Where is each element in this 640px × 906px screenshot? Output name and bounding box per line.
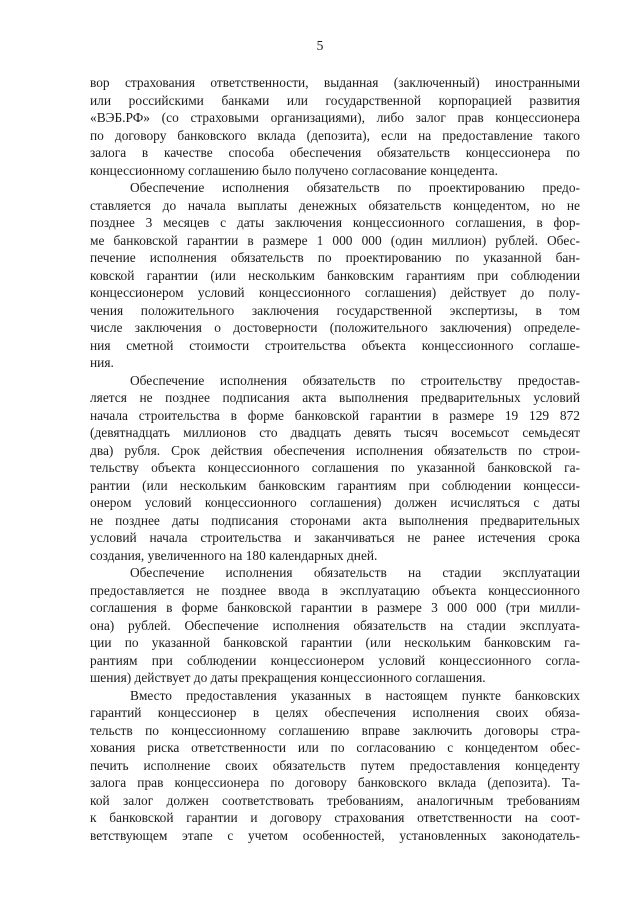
- paragraph: [90, 372, 580, 565]
- text-line: к банковской гарантии и договору страхования ответственности на соот-: [90, 810, 580, 825]
- text-line: или российскими банками или государственной корпорацией развития: [90, 92, 580, 108]
- text-line: рантиям при соблюдении концессионером условий концессионного согла-: [90, 652, 580, 668]
- text-line: «ВЭБ.РФ» (со страховыми организациями), либо залог прав концессионера: [90, 110, 580, 125]
- text-line: ляется не позднее подписания акта выполнения предварительных условий: [90, 390, 580, 405]
- text-line: предоставляется не позднее ввода в эксплуатацию объекта концессионного: [90, 582, 580, 598]
- text-line: хования риска ответственности или по согласованию с концедентом обес-: [90, 740, 580, 755]
- text-line: тельству объекта концессионного соглашения по указанной банковской га-: [90, 460, 580, 475]
- text-line: начала строительства в форме банковской гарантии в размере 19 129 872: [90, 407, 580, 423]
- text-line: два) рубля. Срок действия обеспечения исполнения обязательств по строи-: [90, 442, 580, 458]
- text-line: создания, увеличенного на 180 календарных дней.: [90, 547, 378, 563]
- text-line: (девятнадцать миллионов сто двадцать девять тысяч восемьсот семьдесят: [90, 425, 580, 440]
- text-line: вор страхования ответственности, выданная (заключенный) иностранными: [90, 75, 580, 90]
- text-line: печить исполнение своих обязательств путем предоставления концеденту: [90, 757, 580, 773]
- text-line: ния сметной стоимости строительства объекта концессионного соглаше-: [90, 337, 580, 353]
- text-line: ветствующем этапе с учетом особенностей, установленных законодатель-: [90, 827, 580, 843]
- text-line: условий начала строительства и заканчиваться не ранее истечения срока: [90, 530, 580, 545]
- text-line: концессионером условий концессионного соглашения) действует до полу-: [90, 285, 580, 300]
- text-line: ния.: [90, 355, 114, 370]
- text-line: она) рублей. Обеспечение исполнения обязательств на стадии эксплуата-: [90, 617, 580, 633]
- text-line: ставляется до начала выплаты денежных обязательств концедентом, но не: [90, 197, 580, 213]
- text-line: онером условий концессионного соглашения) должен исчисляться с даты: [90, 495, 580, 510]
- document-body: [90, 74, 580, 844]
- text-line: ме банковской гарантии в размере 1 000 000 (один миллион) рублей. Обес-: [90, 232, 580, 248]
- text-line: гарантий концессионер в целях обеспечения исполнения своих обяза-: [90, 705, 580, 720]
- text-line: залога прав концессионера по договору банковского вклада (депозита). Та-: [90, 775, 580, 790]
- text-line: Вместо предоставления указанных в настоящем пункте банковских: [130, 687, 580, 703]
- text-line: залога в качестве способа обеспечения обязательств концессионера по: [90, 145, 580, 160]
- paragraph: [90, 564, 580, 687]
- text-line: печение исполнения обязательств по проектированию по указанной бан-: [90, 250, 580, 265]
- text-line: концессионному соглашению было получено согласование концедента.: [90, 162, 498, 178]
- text-line: позднее 3 месяцев с даты заключения концессионного соглашения, в фор-: [90, 215, 580, 230]
- text-line: ковской гарантии (или нескольким банковским гарантиям при соблюдении: [90, 267, 580, 283]
- text-line: рантии (или нескольким банковским гарантиям при соблюдении концесси-: [90, 477, 580, 493]
- text-line: шения) действует до даты прекращения концессионного соглашения.: [90, 670, 486, 685]
- text-line: числе заключения о достоверности (положительного заключения) определе-: [90, 320, 580, 335]
- text-line: Обеспечение исполнения обязательств по проектированию предо-: [130, 180, 580, 195]
- text-line: чения положительного заключения государственной экспертизы, в том: [90, 302, 580, 318]
- text-line: Обеспечение исполнения обязательств на стадии эксплуатации: [130, 565, 580, 580]
- text-line: тельств по концессионному соглашению вправе заключить договоры стра-: [90, 722, 580, 738]
- text-line: не позднее даты подписания сторонами акта выполнения предварительных: [90, 512, 580, 528]
- paragraph: [90, 687, 580, 845]
- text-line: соглашения в форме банковской гарантии в размере 3 000 000 (три милли-: [90, 600, 580, 615]
- text-line: ции по указанной банковской гарантии (или нескольким банковским га-: [90, 635, 580, 650]
- paragraph: [90, 74, 580, 179]
- text-line: по договору банковского вклада (депозита), если на предоставление такого: [90, 127, 580, 143]
- text-line: Обеспечение исполнения обязательств по строительству предостав-: [130, 372, 580, 388]
- text-line: кой залог должен соответствовать требованиям, аналогичным требованиям: [90, 792, 580, 808]
- page-number: 5: [316, 38, 324, 53]
- paragraph: [90, 179, 580, 372]
